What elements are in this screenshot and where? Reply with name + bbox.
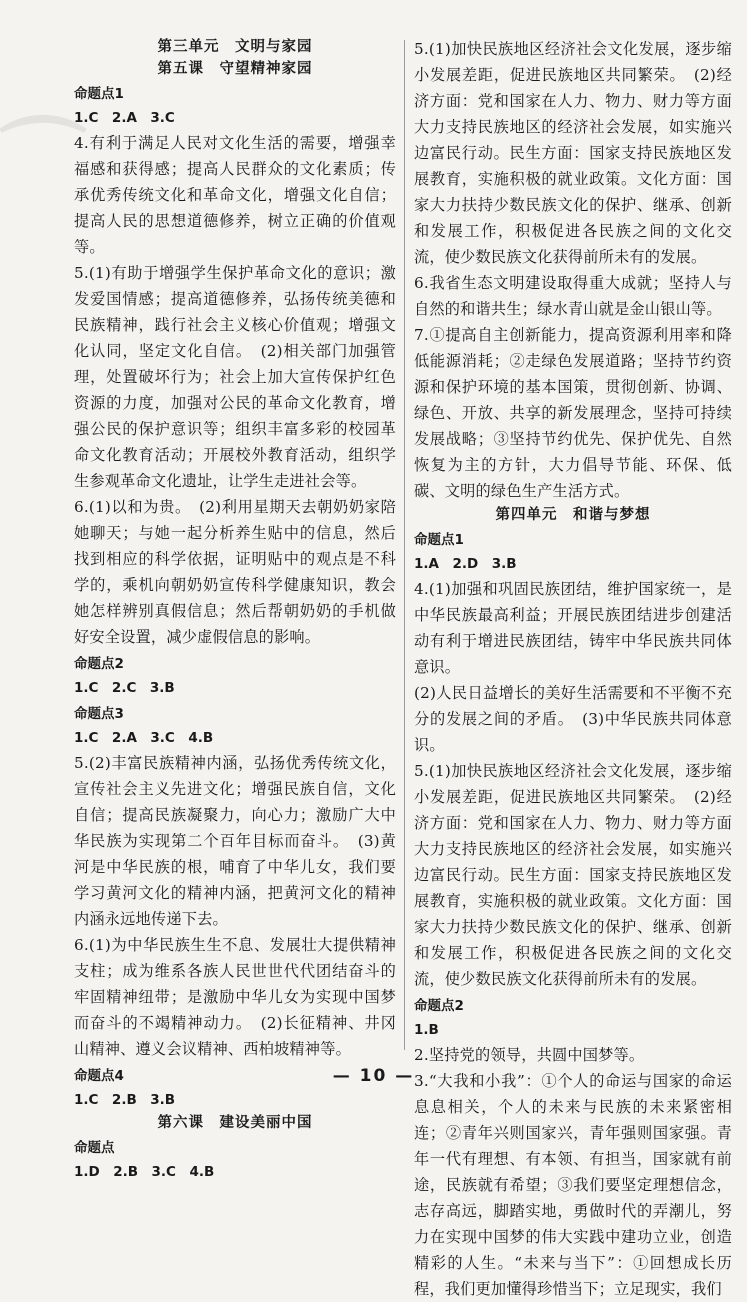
- answer-paragraph: 4.有利于满足人民对文化生活的需要，增强幸福感和获得感；提高人民群众的文化素质；传承优秀传统文化和革命文化，增强文化自信；提高人民的思想道德修养，树立正确的价值观等。: [74, 134, 396, 256]
- answer-paragraph: 6.(1)以和为贵。 (2)利用星期天去朝奶奶家陪她聊天；与她一起分析养生贴中的信息，然后找到相应的科学依据，证明贴中的观点是不科学的，乘机向朝奶奶宣传科学健康知识，教会她怎样辨别真假信息；然后帮朝奶奶的手机做好安全设置，减少虚假信息的影响。: [74, 498, 396, 646]
- unit3-title: 第三单元 文明与家园: [157, 38, 313, 55]
- section-label: 命题点4: [74, 1068, 124, 1084]
- right-column: [414, 36, 732, 1302]
- unit4-title: 第四单元 和谐与梦想: [495, 506, 651, 523]
- answer-paragraph: 2.坚持党的领导，共圆中国梦等。: [414, 1046, 645, 1064]
- section-label: 命题点: [74, 1140, 115, 1156]
- lesson5-title: 第五课 守望精神家园: [157, 60, 313, 77]
- choice-answers: 1.B: [414, 1022, 439, 1038]
- answer-paragraph: 7.①提高自主创新能力，提高资源利用率和降低能源消耗；②走绿色发展道路；坚持节约资源和保护环境的基本国策，贯彻创新、协调、绿色、开放、共享的新发展理念，坚持可持续发展战略；③坚持节约优先、保护优先、自然恢复为主的方针，大力倡导节能、环保、低碳、文明的绿色生产生活方式。: [414, 326, 732, 500]
- answer-paragraph: 3.“大我和小我”：①个人的命运与国家的命运息息相关，个人的未来与民族的未来紧密相连；②青年兴则国家兴，青年强则国家强。青年一代有理想、有本领、有担当，国家就有前途，民族就有希望；③我们要坚定理想信念，志存高远，脚踏实地，勇做时代的弄潮儿，努力在实现中国梦的伟大实践中建功立业，创造精彩的人生。“未来与当下”：①回想成长历程，我们更加懂得珍惜当下；立足现实，我们: [414, 1072, 732, 1298]
- choice-answers: 1.D 2.B 3.C 4.B: [74, 1164, 215, 1180]
- section-label: 命题点1: [74, 86, 124, 102]
- section-label: 命题点1: [414, 532, 464, 548]
- choice-answers: 1.C 2.A 3.C 4.B: [74, 730, 214, 746]
- answer-paragraph: 6.(1)为中华民族生生不息、发展壮大提供精神支柱；成为维系各族人民世世代代团结奋斗的牢固精神纽带；是激励中华儿女为实现中国梦而奋斗的不竭精神动力。 (2)长征精神、井冈山精神、遵义会议精神、西柏坡精神等。: [74, 936, 396, 1058]
- section-label: 命题点2: [74, 656, 124, 672]
- left-column: [74, 36, 396, 1184]
- choice-answers: 1.C 2.B 3.B: [74, 1092, 176, 1108]
- column-divider: [404, 40, 405, 1050]
- answer-paragraph: (2)人民日益增长的美好生活需要和不平衡不充分的发展之间的矛盾。 (3)中华民族共同体意识。: [414, 684, 732, 754]
- choice-answers: 1.C 2.C 3.B: [74, 680, 175, 696]
- lesson6-title: 第六课 建设美丽中国: [157, 1114, 313, 1131]
- choice-answers: 1.A 2.D 3.B: [414, 556, 517, 572]
- page-number: — 10 —: [332, 1066, 415, 1086]
- watermark-left-top: ⌒: [0, 110, 86, 210]
- answer-paragraph: 6.我省生态文明建设取得重大成就；坚持人与自然的和谐共生；绿水青山就是金山银山等。: [414, 274, 732, 318]
- answer-paragraph: 5.(2)丰富民族精神内涵，弘扬优秀传统文化，宣传社会主义先进文化；增强民族自信，文化自信；提高民族凝聚力，向心力；激励广大中华民族为实现第二个百年目标而奋斗。 (3)黄河是中华民族的根，哺育了中华儿女，我们要学习黄河文化的精神内涵，把黄河文化的精神内涵永远地传递下去。: [74, 754, 396, 928]
- section-label: 命题点2: [414, 998, 464, 1014]
- choice-answers: 1.C 2.A 3.C: [74, 110, 175, 126]
- answer-paragraph: 5.(1)加快民族地区经济社会文化发展，逐步缩小发展差距，促进民族地区共同繁荣。 (2)经济方面：党和国家在人力、物力、财力等方面大力支持民族地区的经济社会发展，如实施兴边富民行动。民生方面：国家支持民族地区发展教育，实施积极的就业政策。文化方面：国家大力扶持少数民族文化的保护、继承、创新和发展工作，积极促进各民族之间的文化交流，使少数民族文化获得前所未有的发展。: [414, 40, 732, 266]
- answer-paragraph: 5.(1)加快民族地区经济社会文化发展，逐步缩小发展差距，促进民族地区共同繁荣。 (2)经济方面：党和国家在人力、物力、财力等方面大力支持民族地区的经济社会发展，如实施兴边富民行动。民生方面：国家支持民族地区发展教育，实施积极的就业政策。文化方面：国家大力扶持少数民族文化的保护、继承、创新和发展工作，积极促进各民族之间的文化交流，使少数民族文化获得前所未有的发展。: [414, 762, 732, 988]
- answer-paragraph: 4.(1)加强和巩固民族团结，维护国家统一，是中华民族最高利益；开展民族团结进步创建活动有利于增进民族团结，铸牢中华民族共同体意识。: [414, 580, 732, 676]
- answer-paragraph: 5.(1)有助于增强学生保护革命文化的意识；激发爱国情感；提高道德修养，弘扬传统美德和民族精神，践行社会主义核心价值观；增强文化认同，坚定文化自信。 (2)相关部门加强管理，处置破坏行为；社会上加大宣传保护红色资源的力度，加强对公民的革命文化教育，增强公民的保护意识等；组织丰富多彩的校园革命文化教育活动；开展校外教育活动，组织学生参观革命文化遗址，让学生走进社会等。: [74, 264, 396, 490]
- section-label: 命题点3: [74, 706, 124, 722]
